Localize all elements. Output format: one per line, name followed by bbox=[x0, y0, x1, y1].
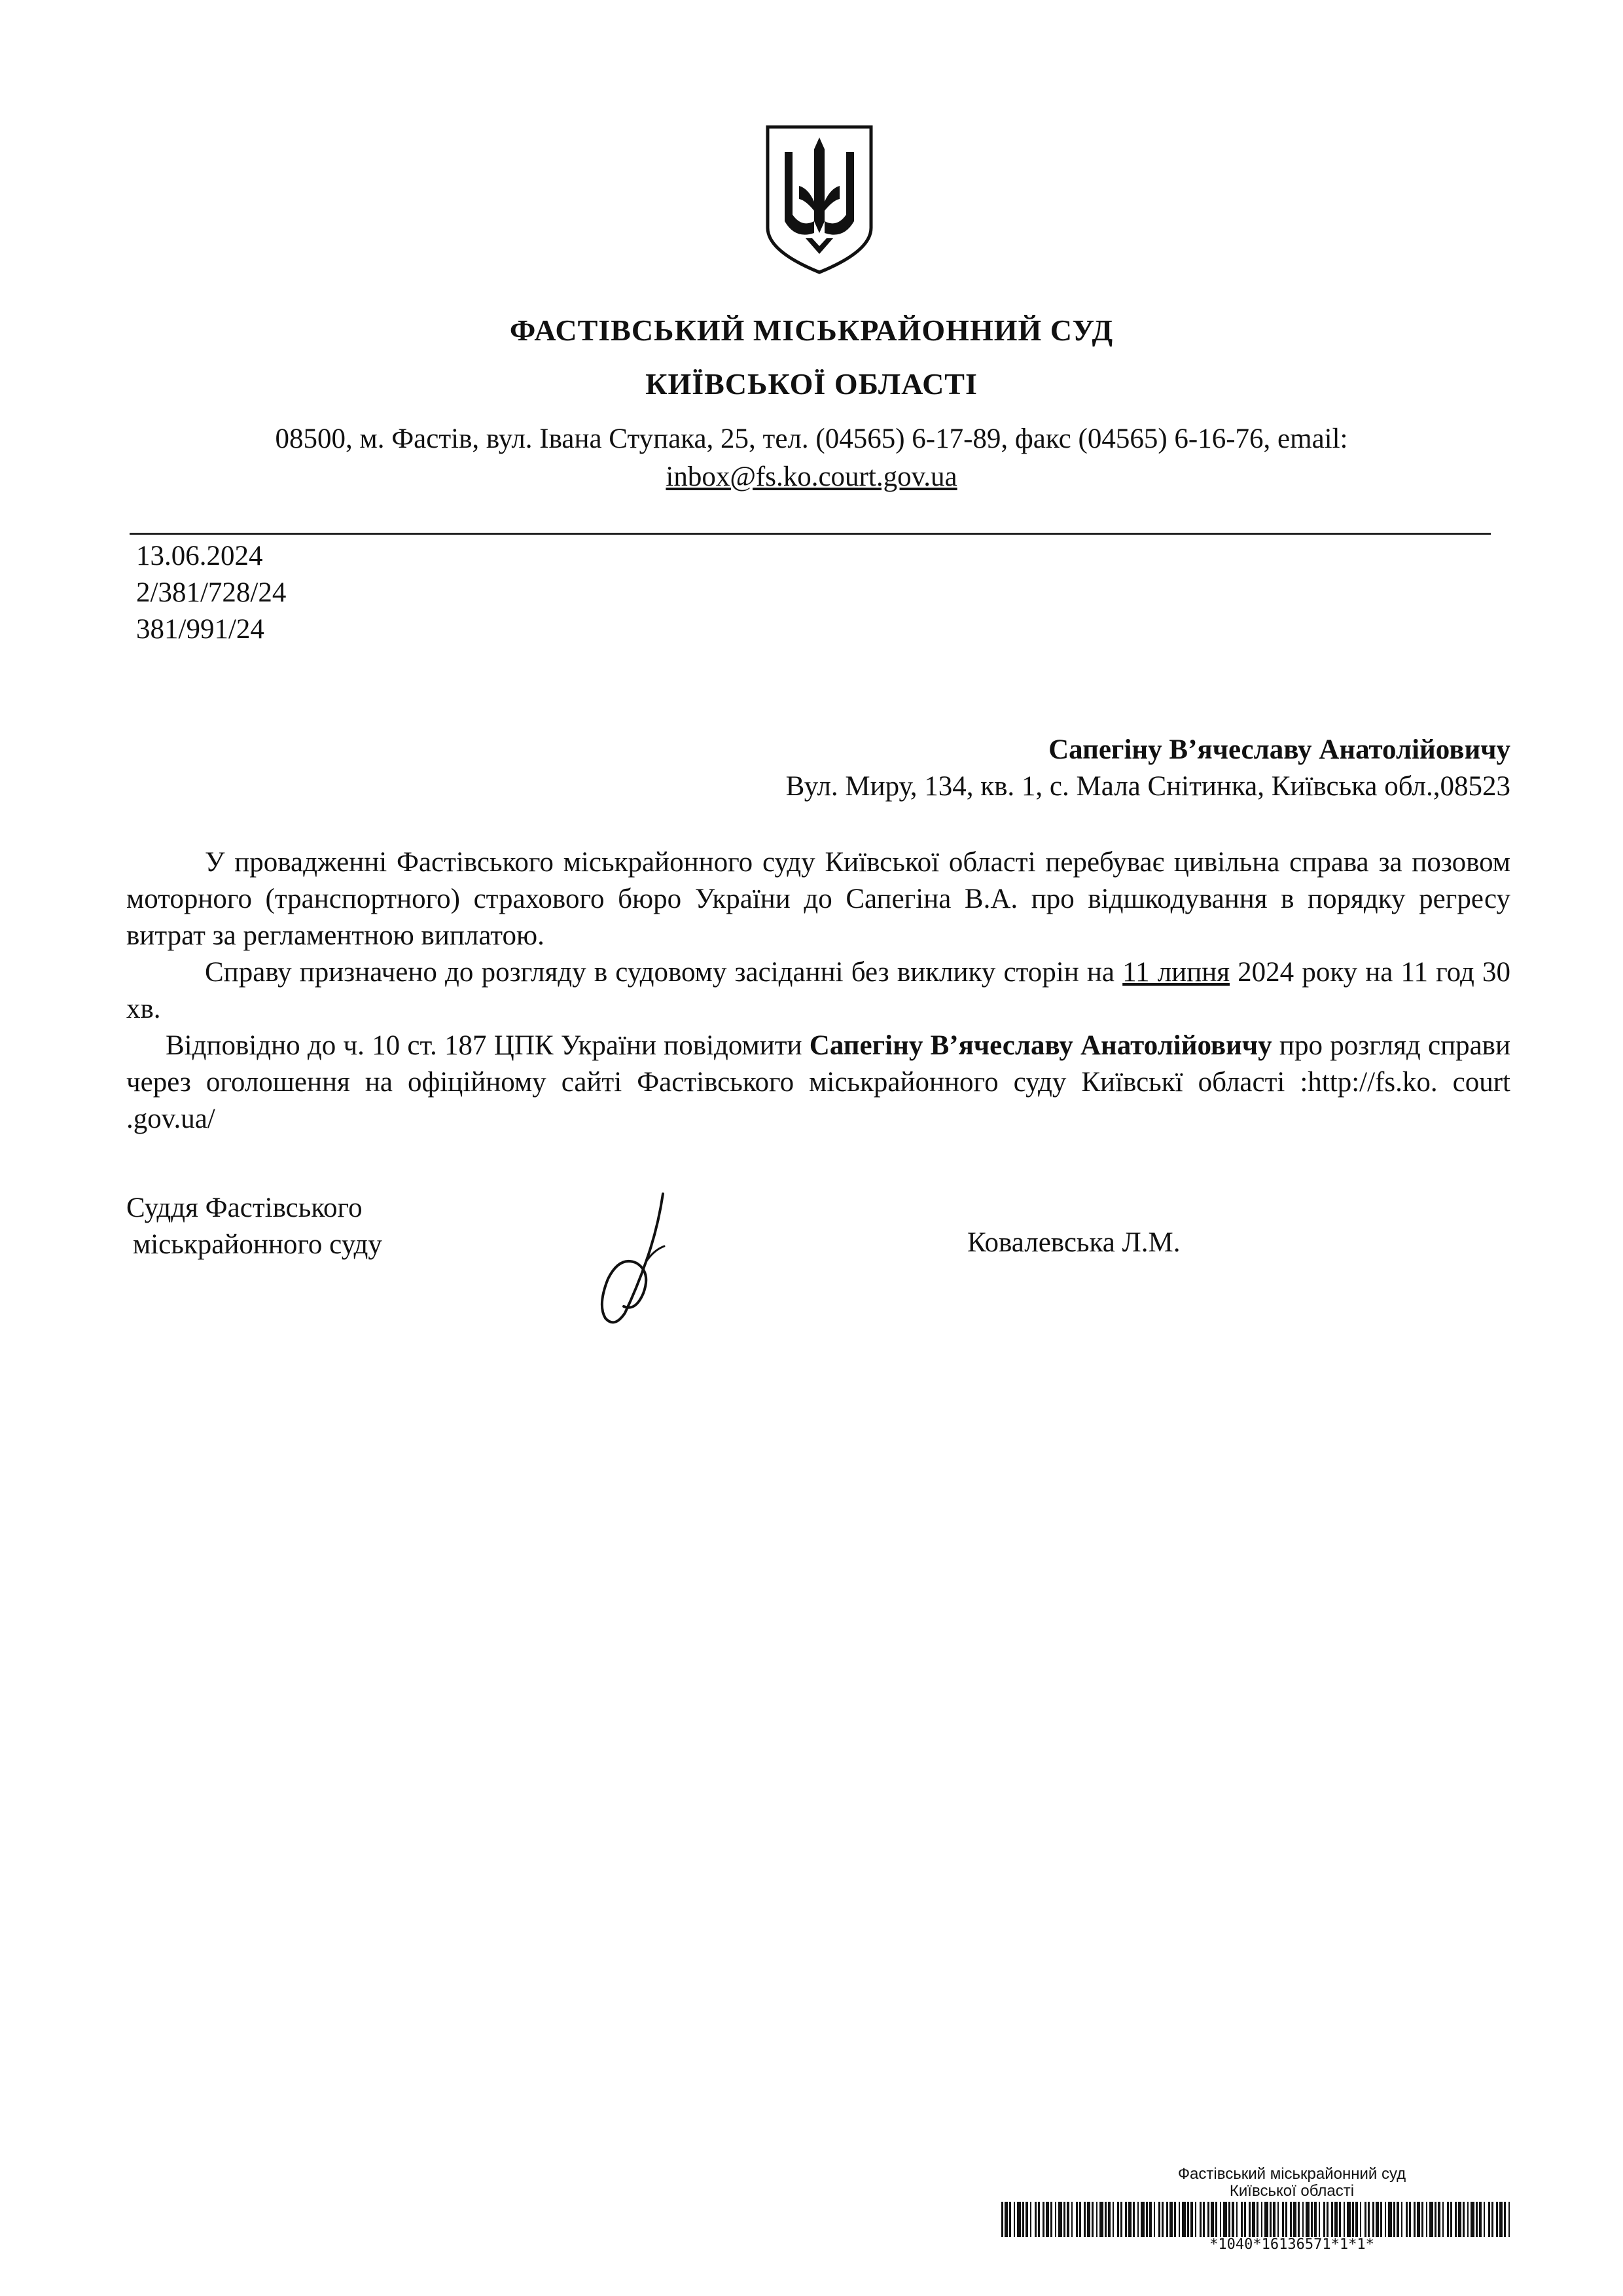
court-name-line2: КИЇВСЬКОЇ ОБЛАСТІ bbox=[645, 367, 978, 401]
hearing-time: 2024 року на 11 год 30 хв. bbox=[126, 957, 1510, 1024]
recipient-block bbox=[786, 732, 1510, 805]
letter-body bbox=[126, 844, 1510, 1138]
document-meta bbox=[136, 538, 286, 648]
email-link[interactable]: inbox@fs.ko.court.gov.ua bbox=[666, 461, 957, 492]
trident-coat-of-arms-icon bbox=[762, 123, 876, 276]
hearing-date: 11 липня bbox=[1122, 957, 1230, 988]
document-date: 13.06.2024 bbox=[136, 541, 263, 571]
barcode-text: *1040*16136571*1*1* bbox=[1209, 2236, 1374, 2253]
recipient-name: Сапегіну В’ячеславу Анатолійовичу bbox=[1048, 734, 1510, 765]
address-line: 08500, м. Фастів, вул. Івана Ступака, 25, тел. (04565) 6-17-89, факс (04565) 6-16-76, email: bbox=[275, 423, 1348, 454]
notice-recipient-name: Сапегіну В’ячеславу Анатолійовичу bbox=[809, 1030, 1272, 1061]
judge-title bbox=[126, 1190, 382, 1263]
stamp-court-name: Фастівський міськрайонний суд bbox=[1177, 2165, 1406, 2183]
judge-title-line2: міськрайонного суду bbox=[133, 1229, 382, 1260]
recipient-address: Вул. Миру, 134, кв. 1, с. Мала Снітинка, Київська обл.,08523 bbox=[785, 771, 1510, 802]
court-address bbox=[118, 420, 1505, 496]
stamp-region: Київської області bbox=[1229, 2182, 1355, 2200]
court-name-line1: ФАСТІВСЬКИЙ МІСЬКРАЙОННИЙ СУД bbox=[509, 314, 1114, 347]
barcode bbox=[1001, 2202, 1510, 2237]
judge-name: Ковалевська Л.М. bbox=[967, 1227, 1181, 1258]
paragraph-notice bbox=[126, 1028, 1510, 1138]
handwritten-signature bbox=[586, 1190, 684, 1327]
judge-title-line1: Суддя Фастівського bbox=[126, 1193, 363, 1223]
notice-text: Відповідно до ч. 10 ст. 187 ЦПК України повідомити bbox=[166, 1030, 810, 1061]
outgoing-number: 2/381/728/24 bbox=[136, 577, 287, 608]
notice-site-text: про розгляд справи через оголошення на офіційному сайті Фастівського міськрайонного суду Київськї області :http://fs.ko. court .gov.ua/ bbox=[126, 1030, 1510, 1134]
paragraph-proceedings: У провадженні Фастівського міськрайонного суду Київської області перебуває цивільна справа за позовом моторного (транспортного) страхового бюро України до Сапегіна В.А. про відшкодування в порядку регресу витрат за регламентною виплатою. bbox=[126, 847, 1510, 951]
header-divider bbox=[130, 533, 1491, 535]
paragraph-hearing bbox=[126, 954, 1510, 1028]
case-number: 381/991/24 bbox=[136, 614, 264, 645]
registration-stamp bbox=[1001, 2165, 1510, 2253]
hearing-text: Справу призначено до розгляду в судовому засіданні без виклику сторін на bbox=[205, 957, 1123, 988]
